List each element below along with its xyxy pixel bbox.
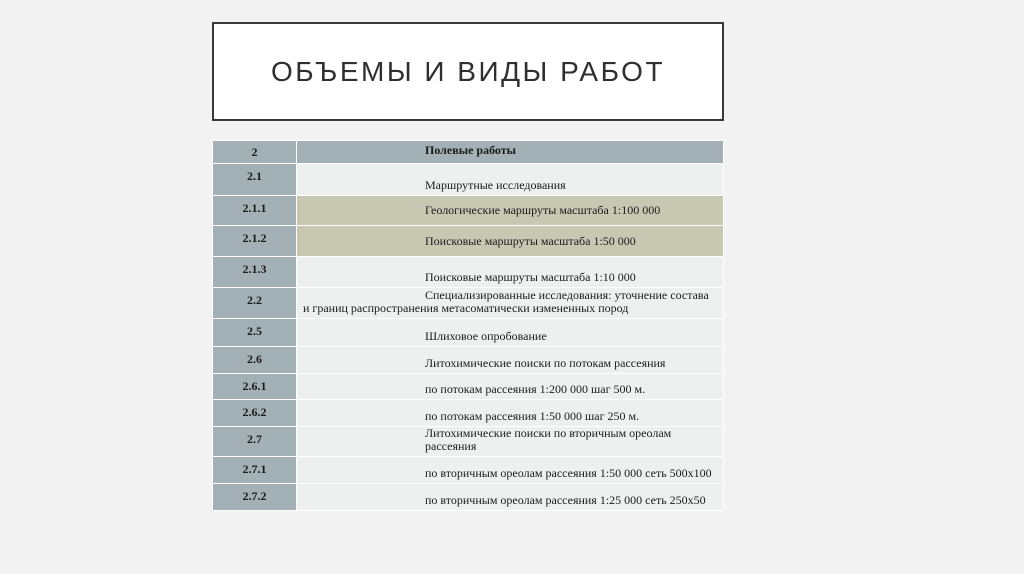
row-description: Специализированные исследования: уточнение состава и границ распространения метасоматически измененных пород bbox=[297, 288, 724, 319]
row-description: по вторичным ореолам рассеяния 1:25 000 сеть 250х50 bbox=[297, 484, 724, 511]
row-description: Литохимические поиски по потокам рассеяния bbox=[297, 347, 724, 374]
slide-title: ОБЪЕМЫ И ВИДЫ РАБОТ bbox=[270, 55, 666, 87]
row-number: 2.2 bbox=[213, 288, 297, 319]
table-row bbox=[213, 457, 724, 484]
row-number: 2.5 bbox=[213, 319, 297, 347]
row-number: 2.7.2 bbox=[213, 484, 297, 511]
row-description: Литохимические поиски по вторичным ореолам рассеяния bbox=[297, 427, 724, 457]
table-row bbox=[213, 257, 724, 288]
row-number: 2.6.2 bbox=[213, 400, 297, 427]
table-row bbox=[213, 374, 724, 400]
table-row bbox=[213, 141, 724, 164]
row-number: 2.1.3 bbox=[213, 257, 297, 288]
table-row bbox=[213, 347, 724, 374]
table-row bbox=[213, 288, 724, 319]
row-number: 2.6.1 bbox=[213, 374, 297, 400]
table-row bbox=[213, 427, 724, 457]
table-row bbox=[213, 400, 724, 427]
table-row bbox=[213, 164, 724, 196]
title-box bbox=[212, 22, 724, 121]
row-description: Шлиховое опробование bbox=[297, 319, 724, 347]
table-row bbox=[213, 319, 724, 347]
row-description: по потокам рассеяния 1:200 000 шаг 500 м. bbox=[297, 374, 724, 400]
table-row bbox=[213, 226, 724, 257]
row-number: 2 bbox=[213, 141, 297, 164]
table-row bbox=[213, 196, 724, 226]
row-number: 2.1.1 bbox=[213, 196, 297, 226]
row-description: по вторичным ореолам рассеяния 1:50 000 сеть 500х100 bbox=[297, 457, 724, 484]
row-number: 2.7 bbox=[213, 427, 297, 457]
row-description: Полевые работы bbox=[297, 141, 724, 164]
row-number: 2.1.2 bbox=[213, 226, 297, 257]
row-description: Поисковые маршруты масштаба 1:10 000 bbox=[297, 257, 724, 288]
row-description: Поисковые маршруты масштаба 1:50 000 bbox=[297, 226, 724, 257]
row-number: 2.6 bbox=[213, 347, 297, 374]
row-number: 2.7.1 bbox=[213, 457, 297, 484]
works-table bbox=[212, 140, 724, 511]
row-description: Маршрутные исследования bbox=[297, 164, 724, 196]
row-number: 2.1 bbox=[213, 164, 297, 196]
row-description: Геологические маршруты масштаба 1:100 000 bbox=[297, 196, 724, 226]
table-row bbox=[213, 484, 724, 511]
row-description: по потокам рассеяния 1:50 000 шаг 250 м. bbox=[297, 400, 724, 427]
